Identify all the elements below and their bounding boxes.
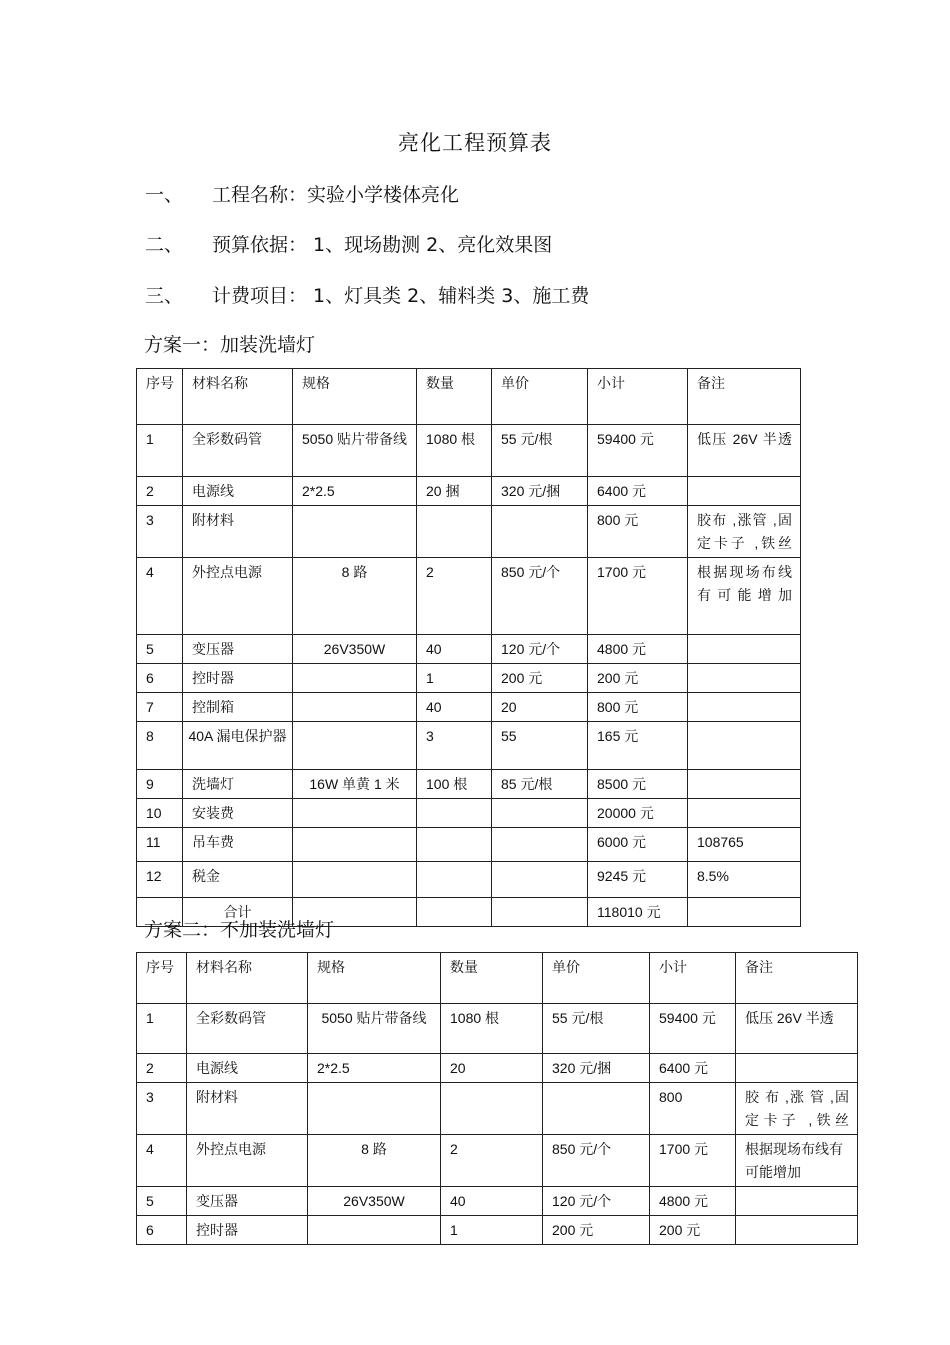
header-cell: 备注 (736, 953, 858, 1004)
plan1-heading: 方案一：加装洗墙灯 (144, 334, 316, 356)
table-row (137, 558, 801, 635)
table-cell (492, 898, 588, 927)
table-cell: 4800 元 (588, 635, 688, 664)
table-cell: 320 元/捆 (492, 477, 588, 506)
table-cell: 电源线 (187, 1054, 308, 1083)
table-cell: 胶 布 ,涨 管 ,固定卡子 ,铁丝 (736, 1083, 858, 1135)
table-cell: 26V350W (308, 1187, 441, 1216)
table-cell: 附材料 (187, 1083, 308, 1135)
table-cell: 55 元/根 (492, 425, 588, 477)
table-cell: 12 (137, 862, 183, 898)
table-cell: 全彩数码管 (183, 425, 293, 477)
table-cell (417, 862, 492, 898)
table-cell: 16W 单黄 1 米 (293, 770, 417, 799)
table-cell: 外控点电源 (183, 558, 293, 635)
table-cell (417, 828, 492, 862)
table-cell: 59400 元 (650, 1004, 736, 1054)
table-cell: 根据现场布线有可能增加 (736, 1135, 858, 1187)
table-cell (736, 1187, 858, 1216)
table-row (137, 722, 801, 770)
table-cell: 20000 元 (588, 799, 688, 828)
table-row (137, 1054, 858, 1083)
table-cell: 20 (492, 693, 588, 722)
header-cell: 备注 (688, 369, 801, 425)
table-cell (417, 898, 492, 927)
table-cell: 6400 元 (588, 477, 688, 506)
table-cell: 120 元/个 (543, 1187, 650, 1216)
table-cell (492, 799, 588, 828)
table-cell: 低压 26V 半透 (688, 425, 801, 477)
table-cell: 5 (137, 1187, 187, 1216)
table-cell: 全彩数码管 (187, 1004, 308, 1054)
table-cell: 变压器 (187, 1187, 308, 1216)
table-cell: 200 元 (543, 1216, 650, 1245)
table-cell: 4 (137, 558, 183, 635)
table-cell: 2*2.5 (293, 477, 417, 506)
header-cell: 规格 (293, 369, 417, 425)
table-cell: 1 (441, 1216, 543, 1245)
table-cell: 3 (137, 506, 183, 558)
table-row (137, 425, 801, 477)
table-cell: 吊车费 (183, 828, 293, 862)
table-cell (308, 1083, 441, 1135)
section-budget-basis (145, 230, 552, 257)
table-cell (688, 799, 801, 828)
section-billing-items (145, 281, 589, 308)
table-cell: 1700 元 (650, 1135, 736, 1187)
table-cell (492, 862, 588, 898)
table-cell: 85 元/根 (492, 770, 588, 799)
header-cell: 序号 (137, 953, 187, 1004)
table-cell: 40 (441, 1187, 543, 1216)
table-header-row (137, 369, 801, 425)
table-cell (417, 799, 492, 828)
table-row (137, 828, 801, 862)
table-cell: 合计 (183, 898, 293, 927)
table-cell: 洗墙灯 (183, 770, 293, 799)
table-cell: 55 元/根 (543, 1004, 650, 1054)
table-cell: 2 (137, 477, 183, 506)
table-row (137, 1216, 858, 1245)
table-cell: 6 (137, 1216, 187, 1245)
table-cell: 5050 贴片带备线 (293, 425, 417, 477)
table-cell (688, 898, 801, 927)
table-cell (688, 770, 801, 799)
header-cell: 材料名称 (183, 369, 293, 425)
table-cell: 2 (137, 1054, 187, 1083)
table-cell: 1 (417, 664, 492, 693)
table-cell: 低压 26V 半透 (736, 1004, 858, 1054)
table-cell: 7 (137, 693, 183, 722)
table-cell: 2*2.5 (308, 1054, 441, 1083)
table-row (137, 477, 801, 506)
table-cell: 根据现场布线有可能增加 (688, 558, 801, 635)
table-cell: 5 (137, 635, 183, 664)
table-cell (441, 1083, 543, 1135)
table-cell: 8500 元 (588, 770, 688, 799)
table-cell: 200 元 (492, 664, 588, 693)
table-cell: 59400 元 (588, 425, 688, 477)
table-cell: 8 路 (308, 1135, 441, 1187)
header-cell: 数量 (417, 369, 492, 425)
table-cell: 3 (417, 722, 492, 770)
section-number: 二、 (145, 234, 184, 256)
section-text: 工程名称：实验小学楼体亮化 (212, 184, 460, 206)
table-cell: 850 元/个 (492, 558, 588, 635)
section-text: 计费项目： 1、灯具类 2、辅料类 3、施工费 (212, 285, 590, 307)
plan2-heading: 方案二：不加装洗墙灯 (144, 919, 335, 941)
table-cell (688, 693, 801, 722)
table-cell (293, 722, 417, 770)
document-title: 亮化工程预算表 (398, 131, 552, 155)
table-cell: 320 元/捆 (543, 1054, 650, 1083)
table-cell (293, 799, 417, 828)
table-cell (293, 862, 417, 898)
table-cell: 26V350W (293, 635, 417, 664)
table-cell (736, 1216, 858, 1245)
table-cell (492, 828, 588, 862)
table-cell: 2 (441, 1135, 543, 1187)
table-cell: 9245 元 (588, 862, 688, 898)
table-cell: 40 (417, 635, 492, 664)
table-cell (688, 722, 801, 770)
table-cell: 1700 元 (588, 558, 688, 635)
table-cell: 控制箱 (183, 693, 293, 722)
table-cell: 800 (650, 1083, 736, 1135)
table-cell: 8 (137, 722, 183, 770)
table-row (137, 1083, 858, 1135)
table-header-row (137, 953, 858, 1004)
table-cell: 1080 根 (441, 1004, 543, 1054)
table-row (137, 799, 801, 828)
table-cell: 1 (137, 1004, 187, 1054)
table-cell (688, 635, 801, 664)
table-cell: 3 (137, 1083, 187, 1135)
table-cell: 165 元 (588, 722, 688, 770)
table-cell: 控时器 (187, 1216, 308, 1245)
table-cell: 200 元 (588, 664, 688, 693)
table-cell (293, 693, 417, 722)
table-cell: 4 (137, 1135, 187, 1187)
table-cell: 8 路 (293, 558, 417, 635)
table-row (137, 506, 801, 558)
table-cell: 6400 元 (650, 1054, 736, 1083)
header-cell: 数量 (441, 953, 543, 1004)
table-cell: 变压器 (183, 635, 293, 664)
section-number: 一、 (145, 184, 184, 206)
table-cell: 118010 元 (588, 898, 688, 927)
header-cell: 材料名称 (187, 953, 308, 1004)
header-cell: 序号 (137, 369, 183, 425)
table-cell: 11 (137, 828, 183, 862)
table-cell: 800 元 (588, 506, 688, 558)
table-cell (293, 828, 417, 862)
table-row (137, 770, 801, 799)
table-cell: 20 捆 (417, 477, 492, 506)
table-cell: 800 元 (588, 693, 688, 722)
table-row (137, 1135, 858, 1187)
table-cell: 4800 元 (650, 1187, 736, 1216)
header-cell: 小计 (588, 369, 688, 425)
table-cell: 1080 根 (417, 425, 492, 477)
table-cell: 控时器 (183, 664, 293, 693)
table-cell: 胶布 ,涨管 ,固定卡子 ,铁丝 (688, 506, 801, 558)
table-cell: 10 (137, 799, 183, 828)
table-cell: 9 (137, 770, 183, 799)
table-cell: 120 元/个 (492, 635, 588, 664)
table-cell (688, 477, 801, 506)
plan1-budget-table (136, 368, 801, 927)
table-cell: 6 (137, 664, 183, 693)
table-row (137, 1187, 858, 1216)
table-cell (688, 664, 801, 693)
table-cell (492, 506, 588, 558)
table-cell: 1 (137, 425, 183, 477)
header-cell: 规格 (308, 953, 441, 1004)
table-cell: 5050 贴片带备线 (308, 1004, 441, 1054)
table-cell: 电源线 (183, 477, 293, 506)
table-row (137, 664, 801, 693)
table-cell: 100 根 (417, 770, 492, 799)
header-cell: 单价 (543, 953, 650, 1004)
table-cell: 6000 元 (588, 828, 688, 862)
table-cell: 20 (441, 1054, 543, 1083)
table-row (137, 1004, 858, 1054)
table-cell: 附材料 (183, 506, 293, 558)
table-cell: 108765 (688, 828, 801, 862)
table-cell: 40 (417, 693, 492, 722)
section-project-name (145, 180, 459, 207)
table-cell (543, 1083, 650, 1135)
table-cell: 40A 漏电保护器 (183, 722, 293, 770)
table-cell: 税金 (183, 862, 293, 898)
table-cell (293, 506, 417, 558)
table-cell: 安装费 (183, 799, 293, 828)
table-cell: 55 (492, 722, 588, 770)
table-row (137, 635, 801, 664)
section-number: 三、 (145, 285, 184, 307)
table-cell: 850 元/个 (543, 1135, 650, 1187)
table-cell (293, 664, 417, 693)
table-cell: 外控点电源 (187, 1135, 308, 1187)
section-text: 预算依据： 1、现场勘测 2、亮化效果图 (212, 234, 553, 256)
table-cell (308, 1216, 441, 1245)
table-cell: 200 元 (650, 1216, 736, 1245)
table-row (137, 693, 801, 722)
plan2-budget-table (136, 952, 858, 1245)
header-cell: 小计 (650, 953, 736, 1004)
table-cell: 2 (417, 558, 492, 635)
header-cell: 单价 (492, 369, 588, 425)
table-cell: 8.5% (688, 862, 801, 898)
table-cell (417, 506, 492, 558)
table-cell (736, 1054, 858, 1083)
table-row (137, 862, 801, 898)
